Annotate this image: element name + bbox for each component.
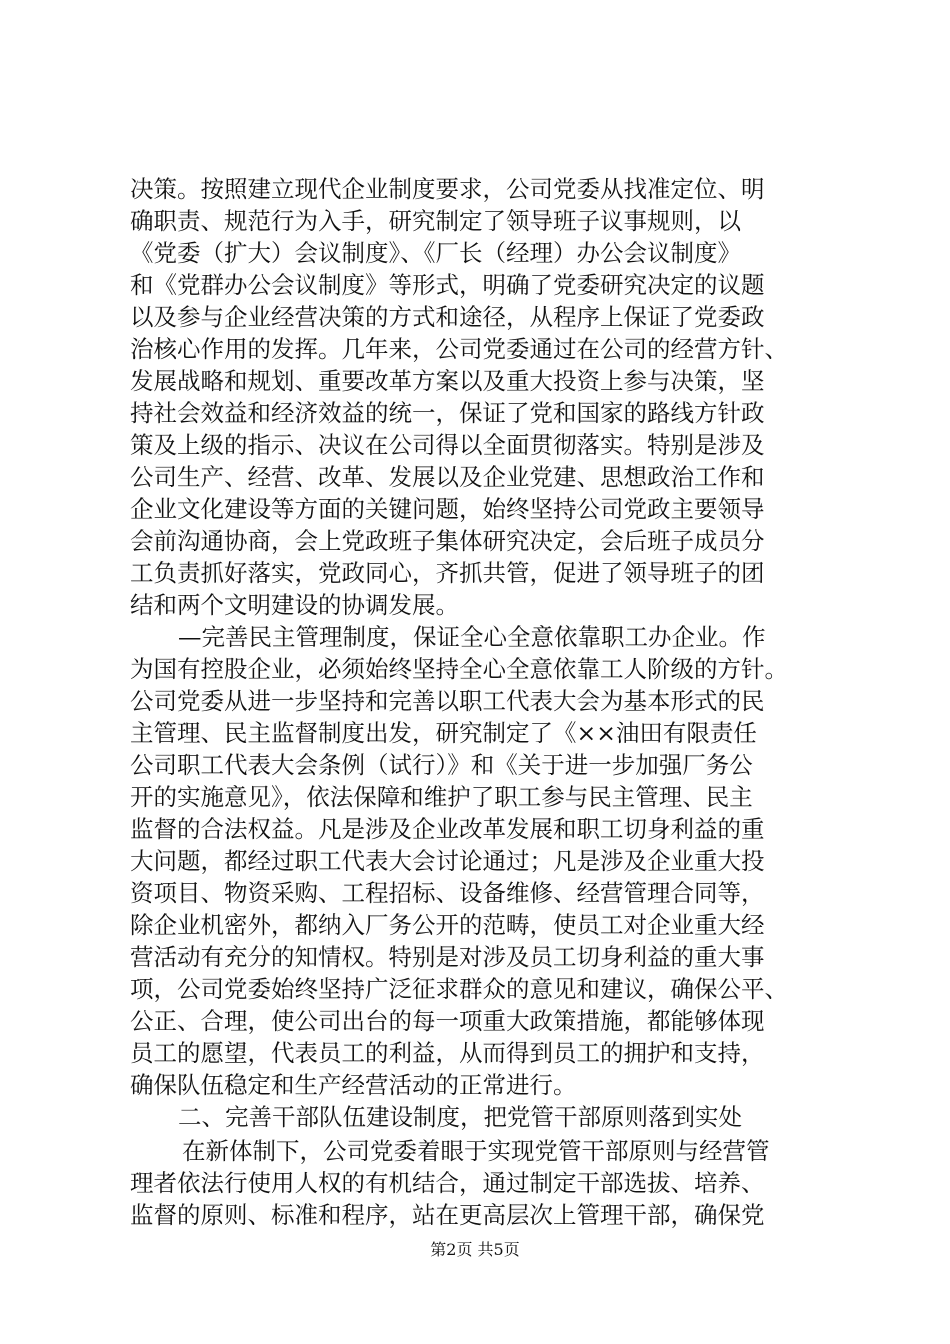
text-line: 大问题，都经过职工代表大会讨论通过；凡是涉及企业重大投 [130,847,765,875]
text-line: 确保队伍稳定和生产经营活动的正常进行。 [130,1071,577,1099]
text-line: 监督的原则、标准和程序，站在更高层次上管理干部，确保党 [130,1201,765,1229]
text-line: 以及参与企业经营决策的方式和途径，从程序上保证了党委政 [130,303,765,331]
text-line: 公司党委从进一步坚持和完善以职工代表大会为基本形式的民 [130,687,765,715]
text-line: 会前沟通协商，会上党政班子集体研究决定，会后班子成员分 [130,527,765,555]
text-line: 主管理、民主监督制度出发，研究制定了《××油田有限责任 [130,719,757,747]
text-line: 策及上级的指示、决议在公司得以全面贯彻落实。特别是涉及 [130,431,765,459]
text-line: 工负责抓好落实，党政同心，齐抓共管，促进了领导班子的团 [130,559,765,587]
text-line: 企业文化建设等方面的关键问题，始终坚持公司党政主要领导 [130,495,765,523]
text-line: 项，公司党委始终坚持广泛征求群众的意见和建议，确保公平、 [130,975,788,1003]
text-line: —完善民主管理制度，保证全心全意依靠职工办企业。作 [178,623,766,651]
text-line: 资项目、物资采购、工程招标、设备维修、经营管理合同等， [130,879,765,907]
text-line: 员工的愿望，代表员工的利益，从而得到员工的拥护和支持， [130,1039,765,1067]
text-line: 确职责、规范行为入手，研究制定了领导班子议事规则，以 [130,207,741,235]
text-line: 和《党群办公会议制度》等形式，明确了党委研究决定的议题 [130,271,765,299]
text-line: 营活动有充分的知情权。特别是对涉及员工切身利益的重大事 [130,943,765,971]
text-line: 发展战略和规划、重要改革方案以及重大投资上参与决策，坚 [130,367,765,395]
text-line: 公正、合理，使公司出台的每一项重大政策措施，都能够体现 [130,1007,765,1035]
text-line: 在新体制下，公司党委着眼于实现党管干部原则与经营管 [182,1137,770,1165]
text-line: 开的实施意见》，依法保障和维护了职工参与民主管理、民主 [130,783,753,811]
page-number-label: 第2页 共5页 [430,1240,520,1259]
page-footer [0,1240,950,1260]
text-line: 为国有控股企业，必须始终坚持全心全意依靠工人阶级的方针。 [130,655,788,683]
text-line: 除企业机密外，都纳入厂务公开的范畴，使员工对企业重大经 [130,911,765,939]
text-line: 《党委（扩大）会议制度》、《厂长（经理）办公会议制度》 [130,239,741,267]
text-line: 理者依法行使用人权的有机结合，通过制定干部选拔、培养、 [130,1169,765,1197]
text-line: 监督的合法权益。凡是涉及企业改革发展和职工切身利益的重 [130,815,765,843]
text-line: 公司生产、经营、改革、发展以及企业党建、思想政治工作和 [130,463,765,491]
text-line: 决策。按照建立现代企业制度要求，公司党委从找准定位、明 [130,175,765,203]
text-line: 治核心作用的发挥。几年来，公司党委通过在公司的经营方针、 [130,335,788,363]
text-line: 持社会效益和经济效益的统一，保证了党和国家的路线方针政 [130,399,765,427]
text-line: 结和两个文明建设的协调发展。 [130,591,459,619]
text-line: 公司职工代表大会条例（试行）》和《关于进一步加强厂务公 [130,751,753,779]
section-heading: 二、完善干部队伍建设制度，把党管干部原则落到实处 [178,1103,742,1131]
